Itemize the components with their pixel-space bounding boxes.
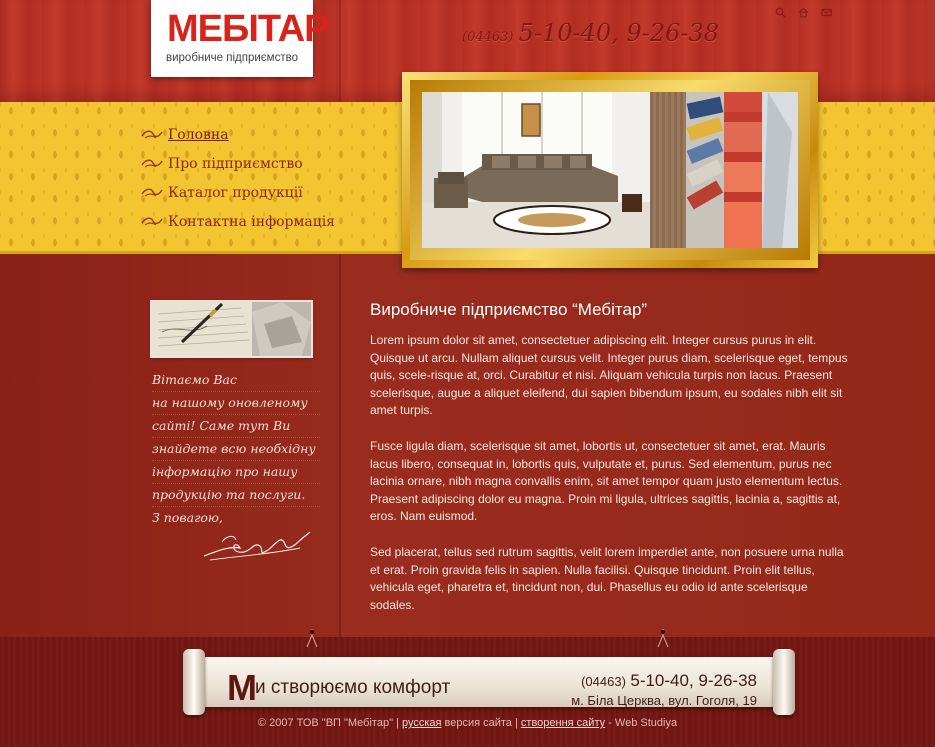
welcome-line: знайдете всю необхідну <box>152 438 320 461</box>
welcome-line: З повагою, <box>152 510 223 525</box>
swirl-icon <box>141 128 163 140</box>
lang-suffix: версия сайта | <box>444 717 518 729</box>
article-paragraph: Fusce ligula diam, scelerisque sit amet, lobortis ut, consectetuer sit amet, erat. Mauris lacus libero, consequat in, lobortis quis, vulputate et, purus. Sed elementum, purus nec lacinia ornare, nibh magna convallis enim, sit amet tempor quam justo elementum lectus. Praesent adipiscing dolor eu magna. Proin mi ligula, ultrices sagittis, lacinia a, sagittis at, eros. Nam euismod. <box>370 438 843 524</box>
copyright-text: © 2007 ТОВ "ВП "Мебітар" | <box>257 717 399 729</box>
hook-icon <box>306 629 318 649</box>
welcome-text <box>152 369 320 529</box>
search-icon[interactable] <box>775 7 786 18</box>
picture-frame <box>402 72 818 268</box>
home-icon[interactable] <box>798 7 809 18</box>
main-divider <box>339 254 341 637</box>
site-creation-link[interactable]: створення сайту <box>520 717 606 729</box>
slogan-initial: М <box>227 667 257 708</box>
nav-label: Контактна інформація <box>168 214 336 230</box>
copyright <box>0 717 935 729</box>
nav-label: Головна <box>168 127 229 143</box>
footer-scroll-banner <box>183 649 795 717</box>
footer-phone <box>581 671 757 691</box>
top-icons <box>775 7 832 18</box>
welcome-line: Вітаємо Вас <box>152 369 320 392</box>
hook-icon <box>657 629 669 649</box>
logo-subtitle: виробниче підприємство <box>166 52 298 64</box>
header-phone-code: (04463) <box>462 30 514 45</box>
article-paragraph: Lorem ipsum dolor sit amet, consectetuer adipiscing elit. Integer cursus purus in elit. Quisque ut arcu. Nullam aliquet cursus velit. Integer purus diam, scelerisque eget, tempus quis, scele-risque at, orci. Curabitur et nisi. Aliquam vehicula turpis non lacus. Praesent scelerisque, augue a aliquet eleifend, dui sapien bibendum ipsum, eu sodales nibh elit sit amet turpis. <box>370 333 848 418</box>
header-phone-numbers: 5-10-40, 9-26-38 <box>518 19 719 47</box>
hero-photo <box>422 92 798 248</box>
nav-item-catalog[interactable] <box>141 182 335 211</box>
russian-version-link[interactable]: русская <box>401 717 442 729</box>
picture-frame-inner <box>410 80 810 260</box>
logo[interactable] <box>151 0 329 77</box>
nav-item-contacts[interactable] <box>141 211 335 240</box>
logo-text: МЕБІТАР <box>167 8 329 50</box>
welcome-line: сайті! Саме тут Ви <box>152 415 320 438</box>
swirl-icon <box>141 157 163 169</box>
nav-label: Про підприємство <box>168 156 303 172</box>
article-paragraph: Sed placerat, tellus sed rutrum sagittis, velit lorem imperdiet ante, non posuere urna nulla et erat. Proin gravida felis in sapien. Nulla facilisi. Quisque tincidunt. Proin elit tellus, vehicula eget, pharetra et, tincidunt non, dui. Phasellus eu odio id ante scelerisque sodales. <box>370 544 844 612</box>
footer-phone-numbers: 5-10-40, 9-26-38 <box>630 671 757 690</box>
mail-icon[interactable] <box>821 7 832 18</box>
nav-item-home[interactable] <box>141 124 335 153</box>
main-nav <box>141 124 335 240</box>
nav-label: Каталог продукції <box>168 185 303 201</box>
scroll-curl-right <box>773 649 795 715</box>
scroll-curl-left <box>183 649 205 715</box>
header-phone <box>462 19 719 47</box>
nav-item-about[interactable] <box>141 153 335 182</box>
swirl-icon <box>141 186 163 198</box>
sidebar-photo <box>152 302 311 356</box>
dev-suffix: - Web Studiya <box>608 717 678 729</box>
header-divider <box>339 0 341 102</box>
footer <box>0 637 935 747</box>
welcome-line: інформацію про нашу <box>152 461 320 484</box>
welcome-line: на нашому оновленому <box>152 392 320 415</box>
swirl-icon <box>141 215 163 227</box>
main-area <box>0 254 935 637</box>
slogan: и створюємо комфорт <box>255 677 451 698</box>
article-title: Виробниче підприємство “Мебітар” <box>370 300 648 319</box>
article <box>370 300 855 632</box>
footer-phone-code: (04463) <box>581 674 626 689</box>
signature-image <box>200 526 312 566</box>
footer-address: м. Біла Церква, вул. Гоголя, 19 <box>571 693 757 708</box>
welcome-line: продукцію та послуги. <box>152 484 320 507</box>
